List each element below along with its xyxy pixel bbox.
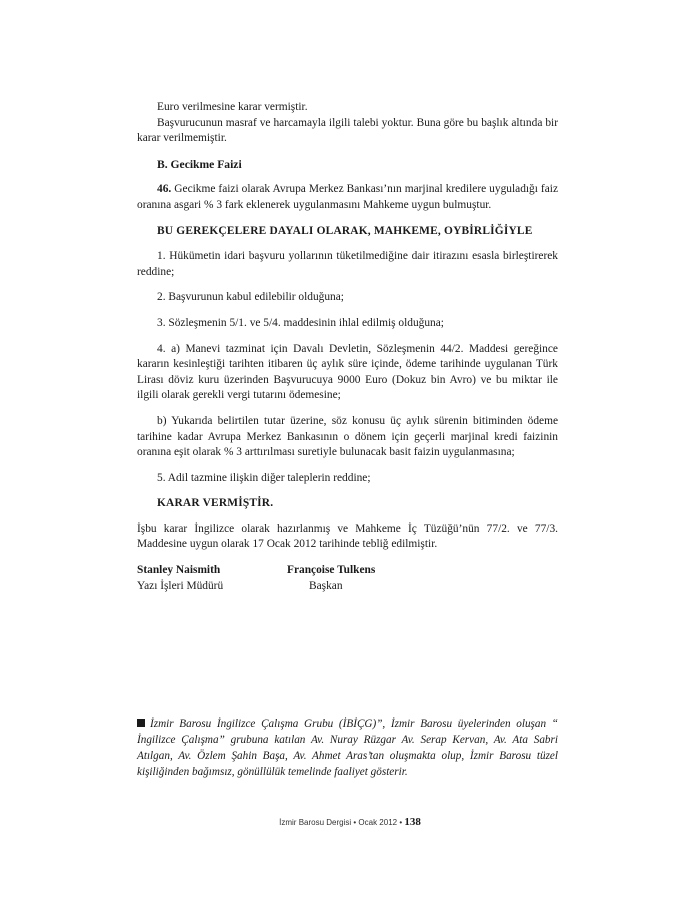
operative-item-5: 5. Adil tazmine ilişkin diğer taleplerin reddine;: [157, 471, 371, 484]
closing-paragraph: İşbu karar İngilizce olarak hazırlanmış ve Mahkeme İç Tüzüğü’nün 77/2. ve 77/3. Maddesine uygun olarak 17 Ocak 2012 tarihinde tebliğ edilmiştir.: [137, 522, 558, 551]
verdict-heading: KARAR VERMİŞTİR.: [157, 497, 274, 510]
president-name: Françoise Tulkens: [287, 564, 376, 577]
president-title: Başkan: [309, 579, 343, 592]
registrar-name: Stanley Naismith: [137, 564, 221, 577]
operative-item-3: 3. Sözleşmenin 5/1. ve 5/4. maddesinin ihlal edilmiş olduğuna;: [157, 316, 444, 329]
paragraph-continuation: Euro verilmesine karar vermiştir.: [157, 101, 308, 113]
footnote-text: İzmir Barosu İngilizce Çalışma Grubu (İBİÇG)”, İzmir Barosu üyelerinden oluşan “ İngilizce Çalışma” grubuna katılan Av. Nuray Rüzgar Av. Serap Kervan, Av. Ata Sabri Atılgan, Av. Özlem Şahin Başa, Av. Ahmet Aras’tan oluşmakta olup, İzmir Barosu tüzel kişiliğinden bağımsız, gönüllülük temelinde faaliyet gösterir.: [137, 718, 558, 778]
page-number: 138: [404, 816, 421, 828]
signature-names: [137, 563, 558, 579]
section-heading-default-interest: B. Gecikme Faizi: [157, 157, 242, 171]
operative-item-4a: 4. a) Manevi tazminat için Davalı Devletin, Sözleşmenin 44/2. Maddesi gereğince kararın kesinleştiği tarihten itibaren üç aylık süre içinde, ödeme tarihinde uygulanan Türk Lirası döviz kuru üzerinden Başvurucuya 9000 Euro (Dokuz bin Avro) ve bu miktar ile ilgili olarak gerekli vergi tutarını ödemesine;: [137, 342, 558, 402]
operative-heading: BU GEREKÇELERE DAYALI OLARAK, MAHKEME, OYBİRLİĞİYLE: [157, 224, 533, 237]
operative-item-4b: b) Yukarıda belirtilen tutar üzerine, söz konusu üç aylık sürenin bitiminden ödeme tarihine kadar Avrupa Merkez Bankasının o dönem için geçerli marjinal kredi faizinin oranına eşit olarak % 3 arttırılması suretiyle bulunacak basit faizin uygulanmasına;: [137, 414, 558, 459]
footnote: [137, 716, 558, 780]
black-square-icon: [137, 719, 145, 727]
paragraph-costs: Başvurucunun masraf ve harcamayla ilgili talebi yoktur. Buna göre bu başlık altında bir karar verilmemiştir.: [137, 116, 558, 145]
page-footer: [0, 816, 700, 828]
signature-titles: [137, 579, 558, 595]
paragraph-46-text: Gecikme faizi olarak Avrupa Merkez Bankası’nın marjinal kredilere uyguladığı faiz oranına asgari % 3 fark eklenerek uygulanmasını Mahkeme uygun bulmuştur.: [137, 183, 558, 211]
operative-item-2: 2. Başvurunun kabul edilebilir olduğuna;: [157, 291, 344, 304]
registrar-title: Yazı İşleri Müdürü: [137, 579, 224, 592]
operative-item-1: 1. Hükümetin idari başvuru yollarının tüketilmediğine dair itirazını esasla birleştirerek reddine;: [137, 250, 558, 278]
document-body: [137, 100, 558, 594]
paragraph-46: [137, 182, 558, 213]
paragraph-number: 46.: [157, 183, 172, 196]
journal-name: İzmir Barosu Dergisi • Ocak 2012 •: [279, 818, 403, 827]
